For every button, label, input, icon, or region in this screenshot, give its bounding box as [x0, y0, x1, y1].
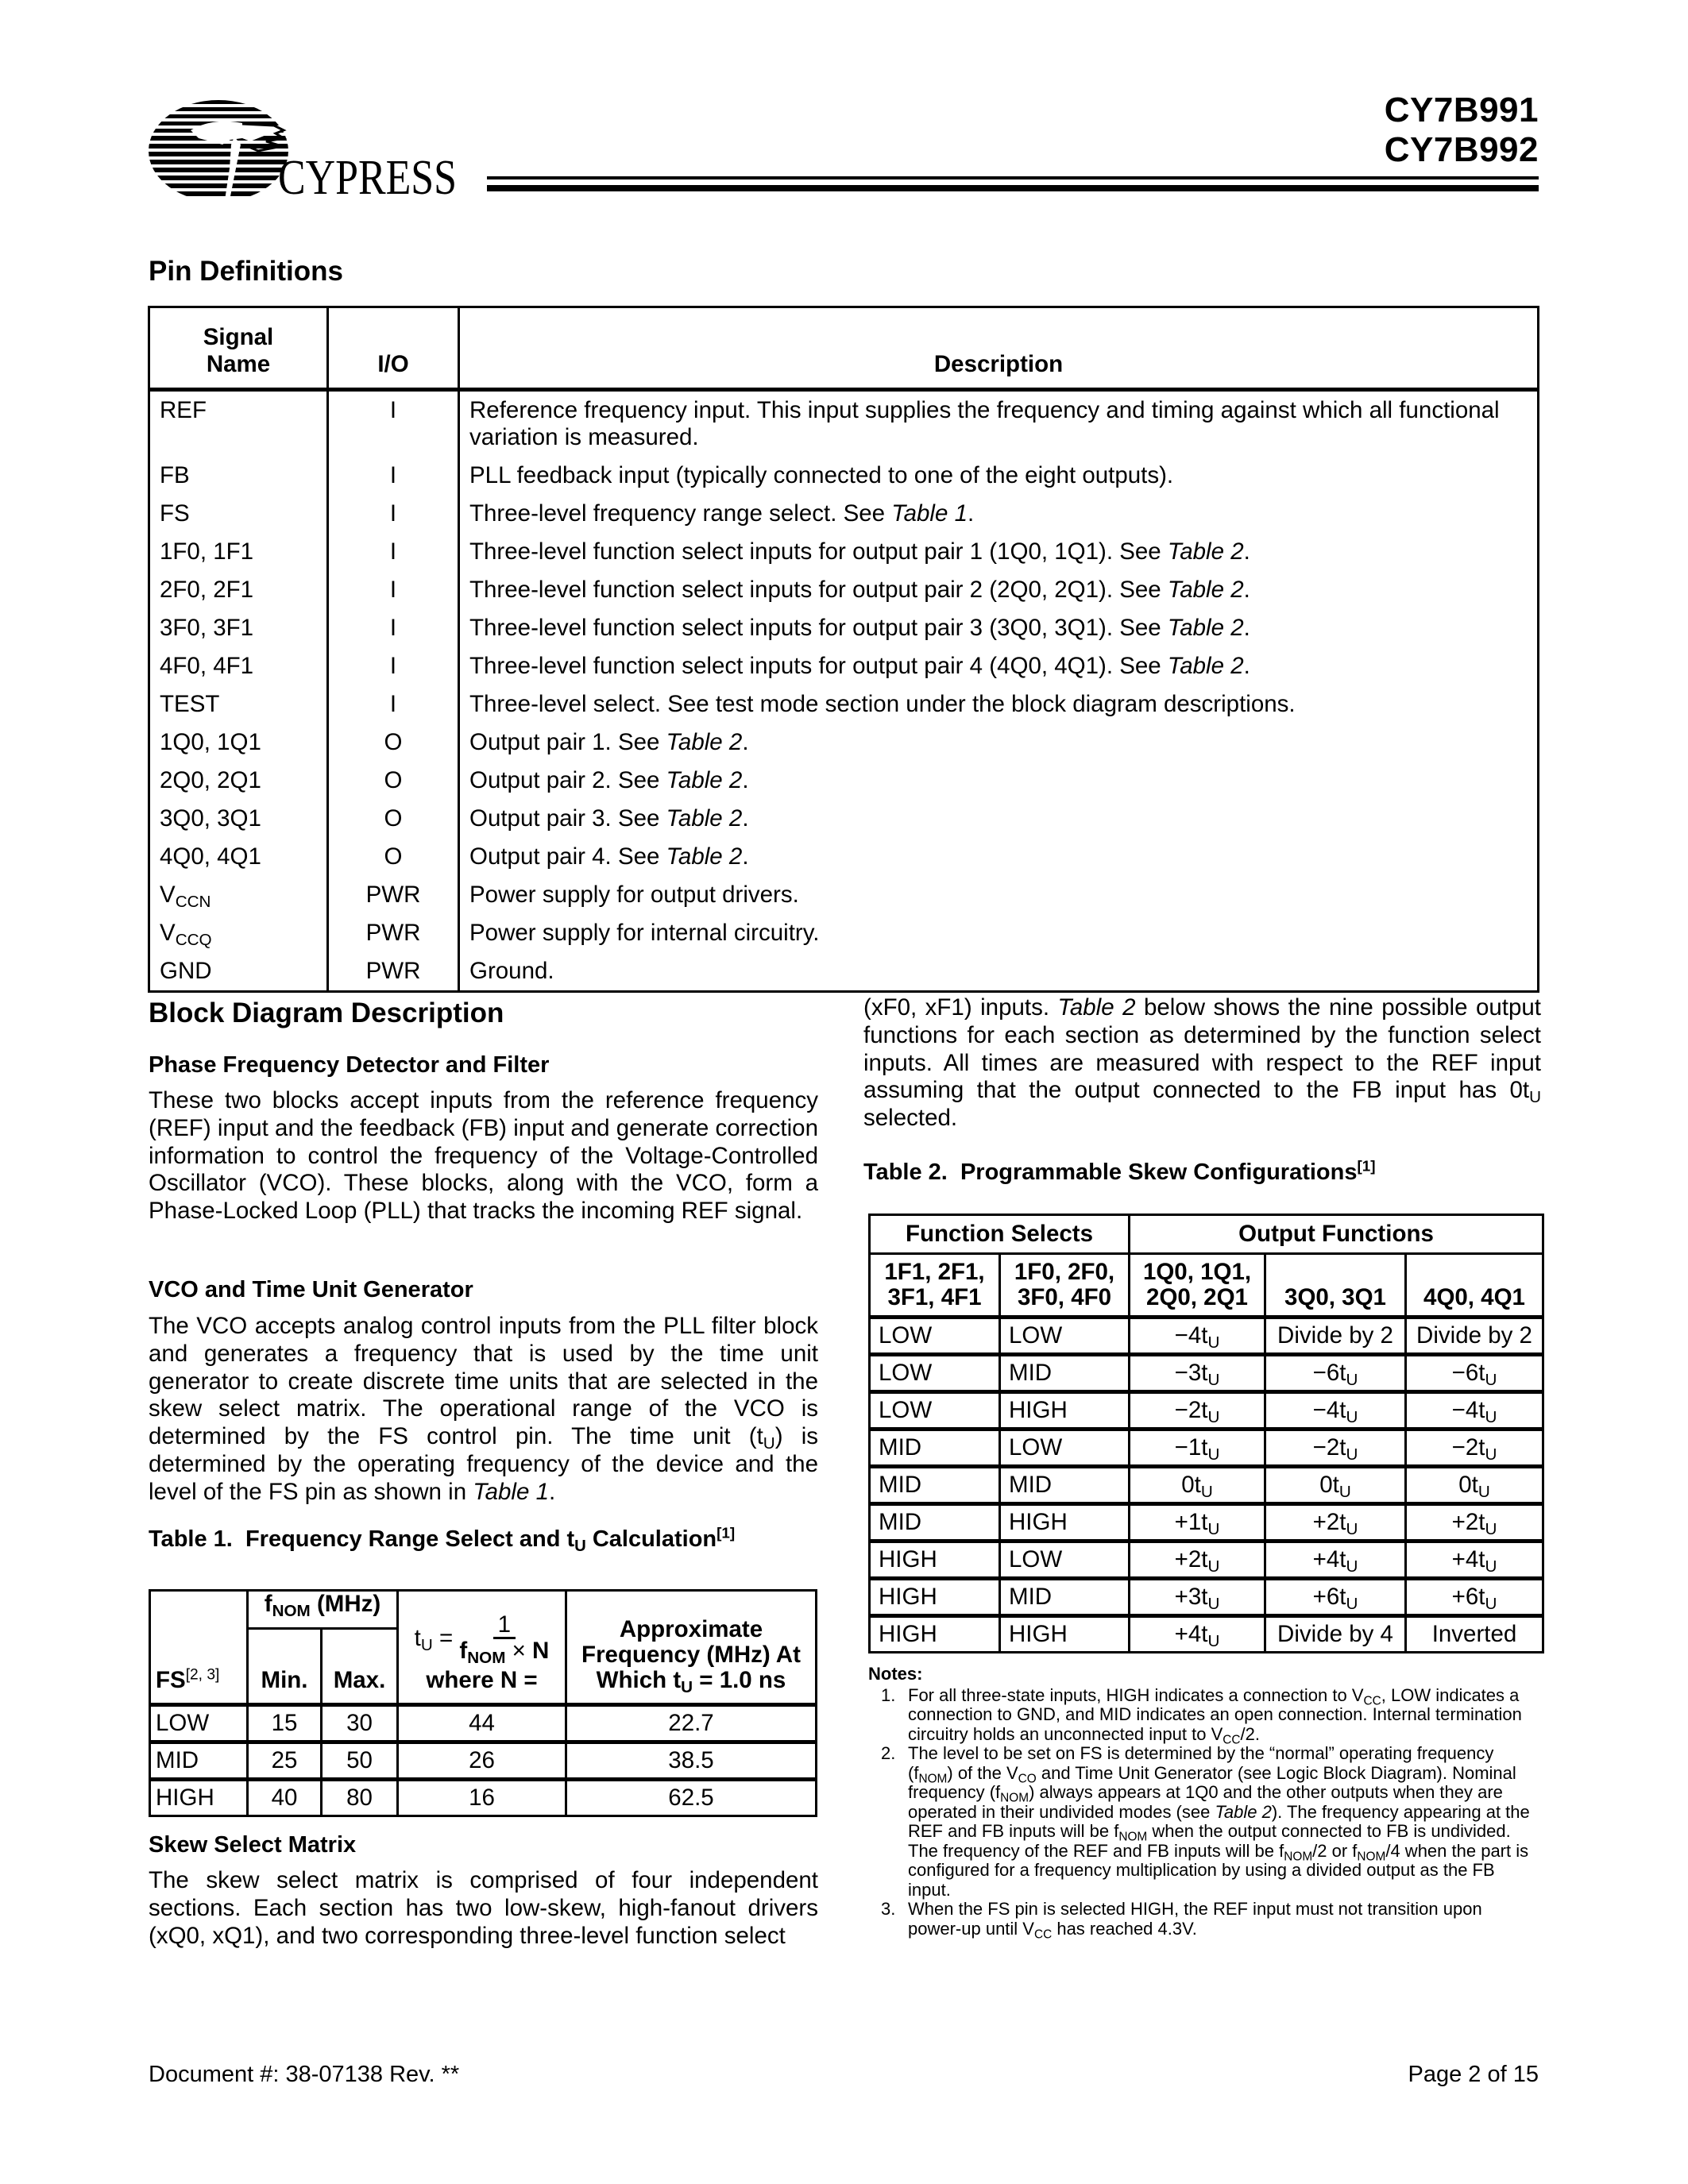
- pin-definitions-table: [148, 306, 1539, 993]
- table-row: [149, 390, 1539, 457]
- pin-signal: 4Q0, 4Q1: [149, 838, 328, 876]
- t1-approx: 22.7: [566, 1705, 817, 1742]
- pin-signal: 4F0, 4F1: [149, 647, 328, 685]
- pin-description: PLL feedback input (typically connected to one of the eight outputs).: [459, 457, 1539, 495]
- pin-description: Three-level function select inputs for output pair 4 (4Q0, 4Q1). See Table 2.: [459, 647, 1539, 685]
- table-row: [870, 1616, 1543, 1653]
- table-row: [149, 800, 1539, 838]
- section-heading-pfd: Phase Frequency Detector and Filter: [149, 1052, 550, 1078]
- part-number-1: CY7B991: [1384, 91, 1539, 129]
- table-header-row: [149, 307, 1539, 390]
- cypress-tree-icon: [147, 89, 489, 200]
- t1-fs: LOW: [150, 1705, 248, 1742]
- t1-header-formula: $t_U$ = 1 $f_{NOM} \times N$ where N =: [398, 1591, 566, 1705]
- pin-signal: 1Q0, 1Q1: [149, 723, 328, 762]
- t2-cell: $0t_U$: [1265, 1467, 1406, 1504]
- pin-description: Output pair 4. See Table 2.: [459, 838, 1539, 876]
- t2-cell: Divide by 4: [1265, 1616, 1406, 1653]
- pin-signal: FB: [149, 457, 328, 495]
- pin-signal: 2Q0, 2Q1: [149, 762, 328, 800]
- pin-description: Three-level frequency range select. See Table 1.: [459, 495, 1539, 533]
- t2-cell: HIGH: [870, 1579, 1000, 1616]
- section-text-skew-part2: (xF0, xF1) inputs. Table 2 below shows the nine possible output functions for each section as determined by the function select inputs. All times are measured with respect to the REF input assuming that the output connected to the FB input has $0t_U$ selected.: [863, 994, 1542, 1132]
- pin-io: O: [328, 723, 459, 762]
- t1-approx: 62.5: [566, 1780, 817, 1816]
- pin-signal: GND: [149, 952, 328, 992]
- section-heading-skew: Skew Select Matrix: [149, 1832, 357, 1858]
- t2-cell: $+1t_U$: [1130, 1504, 1265, 1542]
- t2-cell: Inverted: [1406, 1616, 1543, 1653]
- t2-cell: LOW: [1000, 1542, 1130, 1579]
- t2-cell: $-3t_U$: [1130, 1355, 1265, 1392]
- pin-io: I: [328, 533, 459, 571]
- t2-cell: HIGH: [1000, 1392, 1130, 1430]
- t2-col-q12: 1Q0, 1Q1, 2Q0, 2Q1: [1130, 1254, 1265, 1318]
- t1-min: 15: [248, 1705, 322, 1742]
- t2-cell: $-2t_U$: [1265, 1430, 1406, 1467]
- t2-cell: MID: [1000, 1579, 1130, 1616]
- t2-cell: $+3t_U$: [1130, 1579, 1265, 1616]
- t1-fs: HIGH: [150, 1780, 248, 1816]
- table-row: [149, 457, 1539, 495]
- t2-cell: $-4t_U$: [1265, 1392, 1406, 1430]
- t1-header-fnom: $f_{NOM}$ (MHz): [248, 1591, 398, 1629]
- table-row: [150, 1780, 817, 1816]
- pin-io: I: [328, 495, 459, 533]
- table-row: [149, 685, 1539, 723]
- col-header-description: Description: [459, 307, 1539, 390]
- t1-max: 30: [322, 1705, 398, 1742]
- t2-cell: $-6t_U$: [1265, 1355, 1406, 1392]
- t1-header-max: Max.: [322, 1629, 398, 1705]
- table-row: [870, 1318, 1543, 1355]
- table-row: [149, 571, 1539, 609]
- table-row: [870, 1430, 1543, 1467]
- t2-cell: HIGH: [870, 1542, 1000, 1579]
- table-row: [149, 723, 1539, 762]
- section-text-vco: The VCO accepts analog control inputs from the PLL filter block and generates a frequency that is used by the time unit generator to create discrete time units that are selected in the skew select matrix. The operational range of the VCO is determined by the FS control pin. The time unit $(t_U)$ is determined by the operating frequency of the device and the level of the FS pin as shown in Table 1.: [149, 1313, 818, 1505]
- t2-cell: MID: [870, 1504, 1000, 1542]
- pin-description: Power supply for output drivers.: [459, 876, 1539, 914]
- table-row: [870, 1504, 1543, 1542]
- table1-caption: Table 1. Frequency Range Select and $t_U$ Calculation[1]: [149, 1524, 736, 1556]
- table-row: [870, 1467, 1543, 1504]
- t2-cell: $-2t_U$: [1406, 1430, 1543, 1467]
- pin-signal: 2F0, 2F1: [149, 571, 328, 609]
- t2-cell: $+4t_U$: [1130, 1616, 1265, 1653]
- t1-min: 40: [248, 1780, 322, 1816]
- table2-skew-configurations: [868, 1214, 1544, 1653]
- pin-description: Three-level function select inputs for output pair 1 (1Q0, 1Q1). See Table 2.: [459, 533, 1539, 571]
- pin-io: I: [328, 390, 459, 457]
- t2-cell: $+6t_U$: [1265, 1579, 1406, 1616]
- t2-cell: LOW: [1000, 1430, 1130, 1467]
- block-diagram-title: Block Diagram Description: [149, 997, 504, 1028]
- col-header-io: I/O: [328, 307, 459, 390]
- table2-caption: Table 2. Programmable Skew Configurations[1]: [863, 1157, 1376, 1185]
- t2-cell: $+2t_U$: [1406, 1504, 1543, 1542]
- t1-max: 50: [322, 1742, 398, 1780]
- t2-cell: LOW: [870, 1355, 1000, 1392]
- table-row: [870, 1579, 1543, 1616]
- t2-col-q3: 3Q0, 3Q1: [1265, 1254, 1406, 1318]
- t2-cell: $0t_U$: [1130, 1467, 1265, 1504]
- pin-description: Output pair 1. See Table 2.: [459, 723, 1539, 762]
- t2-cell: HIGH: [1000, 1504, 1130, 1542]
- t2-cell: LOW: [870, 1392, 1000, 1430]
- t2-cell: $+2t_U$: [1130, 1542, 1265, 1579]
- note-item: 1. For all three-state inputs, HIGH indicates a connection to $V_{CC}$, LOW indicates a connection to GND, and MID indicates an open connection. Internal termination circuitry holds an unconnected input to $V_{CC}/2$.: [881, 1684, 1522, 1747]
- notes-list: [868, 1684, 1539, 1942]
- header-rule-thin: [487, 176, 1539, 179]
- t2-cell: $+4t_U$: [1406, 1542, 1543, 1579]
- t1-header-fs: FS[2, 3]: [150, 1591, 248, 1705]
- t2-col-q4: 4Q0, 4Q1: [1406, 1254, 1543, 1318]
- notes-title: Notes:: [868, 1664, 923, 1684]
- table-row: [150, 1742, 817, 1780]
- pin-signal: $V_{CCQ}$: [149, 914, 328, 952]
- pin-description: Output pair 3. See Table 2.: [459, 800, 1539, 838]
- pin-io: I: [328, 457, 459, 495]
- t2-cell: $0t_U$: [1406, 1467, 1543, 1504]
- cypress-logo: [147, 89, 489, 200]
- table-row: [149, 762, 1539, 800]
- table-row: [149, 647, 1539, 685]
- pin-signal: 3F0, 3F1: [149, 609, 328, 647]
- pin-io: I: [328, 647, 459, 685]
- section-text-pfd: These two blocks accept inputs from the reference frequency (REF) input and the feedback (FB) input and generate correction information to control the frequency of the Voltage-Controlled Oscillator (VCO). These blocks, along with the VCO, form a Phase-Locked Loop (PLL) that tracks the incoming REF signal.: [149, 1087, 818, 1225]
- table-row: [149, 838, 1539, 876]
- t1-n: 16: [398, 1780, 566, 1816]
- pin-description: Three-level select. See test mode section under the block diagram descriptions.: [459, 685, 1539, 723]
- pin-signal: 3Q0, 3Q1: [149, 800, 328, 838]
- pin-description: Ground.: [459, 952, 1539, 992]
- t2-cell: $-1t_U$: [1130, 1430, 1265, 1467]
- t2-cell: $+6t_U$: [1406, 1579, 1543, 1616]
- t1-max: 80: [322, 1780, 398, 1816]
- table-row: [149, 876, 1539, 914]
- pin-description: Reference frequency input. This input supplies the frequency and timing against which all functional variation is measured.: [459, 390, 1539, 457]
- pin-signal: FS: [149, 495, 328, 533]
- table-row: [150, 1705, 817, 1742]
- t2-cell: LOW: [1000, 1318, 1130, 1355]
- footer-page-number: Page 2 of 15: [1408, 2062, 1539, 2087]
- pin-io: PWR: [328, 876, 459, 914]
- t1-fs: MID: [150, 1742, 248, 1780]
- t1-n: 44: [398, 1705, 566, 1742]
- note-item: 2. The level to be set on FS is determined by the “normal” operating frequency $(f_{NOM})$ of the $V_{CO}$ and Time Unit Generator (see Logic Block Diagram). Nominal frequency $(f_{NOM})$ always appears at 1Q0 and the other outputs when they are operated in their undivided modes (see Table 2). The frequency appearing at the REF and FB inputs will be $f_{NOM}$ when the output connected to FB is undivided. The frequency of the REF and FB inputs will be $f_{NOM}/2$ or $f_{NOM}/4$ when the part is configured for a frequency multiplication by using a divided output as the FB input.: [881, 1743, 1530, 1900]
- t1-approx: 38.5: [566, 1742, 817, 1780]
- pin-signal: 1F0, 1F1: [149, 533, 328, 571]
- pin-io: O: [328, 838, 459, 876]
- t2-group-function-selects: Function Selects: [870, 1215, 1130, 1254]
- pin-io: O: [328, 762, 459, 800]
- t2-cell: MID: [870, 1430, 1000, 1467]
- t2-cell: MID: [870, 1467, 1000, 1504]
- t2-cell: LOW: [870, 1318, 1000, 1355]
- t2-col-f1: 1F1, 2F1, 3F1, 4F1: [870, 1254, 1000, 1318]
- section-heading-vco: VCO and Time Unit Generator: [149, 1277, 473, 1302]
- table-row: [149, 609, 1539, 647]
- pin-signal: TEST: [149, 685, 328, 723]
- table-row: [870, 1542, 1543, 1579]
- t2-cell: $-4t_U$: [1406, 1392, 1543, 1430]
- table-row: [149, 914, 1539, 952]
- part-number-2: CY7B992: [1384, 130, 1539, 169]
- pin-io: I: [328, 571, 459, 609]
- t2-cell: HIGH: [870, 1616, 1000, 1653]
- t2-cell: Divide by 2: [1265, 1318, 1406, 1355]
- table-row: [149, 495, 1539, 533]
- t1-header-approx: Approximate Frequency (MHz) At Which $t_U = 1.0$ ns: [566, 1591, 817, 1705]
- t2-cell: $-4t_U$: [1130, 1318, 1265, 1355]
- pin-signal: REF: [149, 390, 328, 457]
- col-header-signal: Signal Name: [149, 307, 328, 390]
- pin-definitions-title: Pin Definitions: [149, 256, 343, 287]
- pin-io: O: [328, 800, 459, 838]
- t2-cell: MID: [1000, 1467, 1130, 1504]
- pin-io: I: [328, 609, 459, 647]
- pin-signal: $V_{CCN}$: [149, 876, 328, 914]
- t2-group-output-functions: Output Functions: [1130, 1215, 1543, 1254]
- footer-document-number: Document #: 38-07138 Rev. **: [149, 2062, 460, 2087]
- table-row: [870, 1392, 1543, 1430]
- t1-header-min: Min.: [248, 1629, 322, 1705]
- t1-n: 26: [398, 1742, 566, 1780]
- table-row: [149, 952, 1539, 992]
- t2-col-f0: 1F0, 2F0, 3F0, 4F0: [1000, 1254, 1130, 1318]
- pin-description: Three-level function select inputs for output pair 3 (3Q0, 3Q1). See Table 2.: [459, 609, 1539, 647]
- pin-io: PWR: [328, 952, 459, 992]
- t2-cell: HIGH: [1000, 1616, 1130, 1653]
- header-rule-thick: [487, 185, 1539, 191]
- t2-cell: Divide by 2: [1406, 1318, 1543, 1355]
- t1-min: 25: [248, 1742, 322, 1780]
- t2-cell: $+4t_U$: [1265, 1542, 1406, 1579]
- pin-description: Three-level function select inputs for output pair 2 (2Q0, 2Q1). See Table 2.: [459, 571, 1539, 609]
- table1-frequency-range: [149, 1589, 817, 1817]
- note-item: 3. When the FS pin is selected HIGH, the REF input must not transition upon power-up until $V_{CC}$ has reached 4.3V.: [881, 1899, 1482, 1942]
- t2-cell: $-2t_U$: [1130, 1392, 1265, 1430]
- pin-description: Power supply for internal circuitry.: [459, 914, 1539, 952]
- t2-cell: MID: [1000, 1355, 1130, 1392]
- t2-cell: $+2t_U$: [1265, 1504, 1406, 1542]
- svg-text:CYPRESS: CYPRESS: [278, 151, 457, 200]
- notes: [868, 1664, 1539, 1942]
- pin-io: PWR: [328, 914, 459, 952]
- pin-description: Output pair 2. See Table 2.: [459, 762, 1539, 800]
- section-text-skew-part1: The skew select matrix is comprised of four independent sections. Each section has two low-skew, high-fanout drivers (xQ0, xQ1), and two corresponding three-level function select: [149, 1867, 818, 1949]
- table-row: [149, 533, 1539, 571]
- table-row: [870, 1355, 1543, 1392]
- t2-cell: $-6t_U$: [1406, 1355, 1543, 1392]
- pin-io: I: [328, 685, 459, 723]
